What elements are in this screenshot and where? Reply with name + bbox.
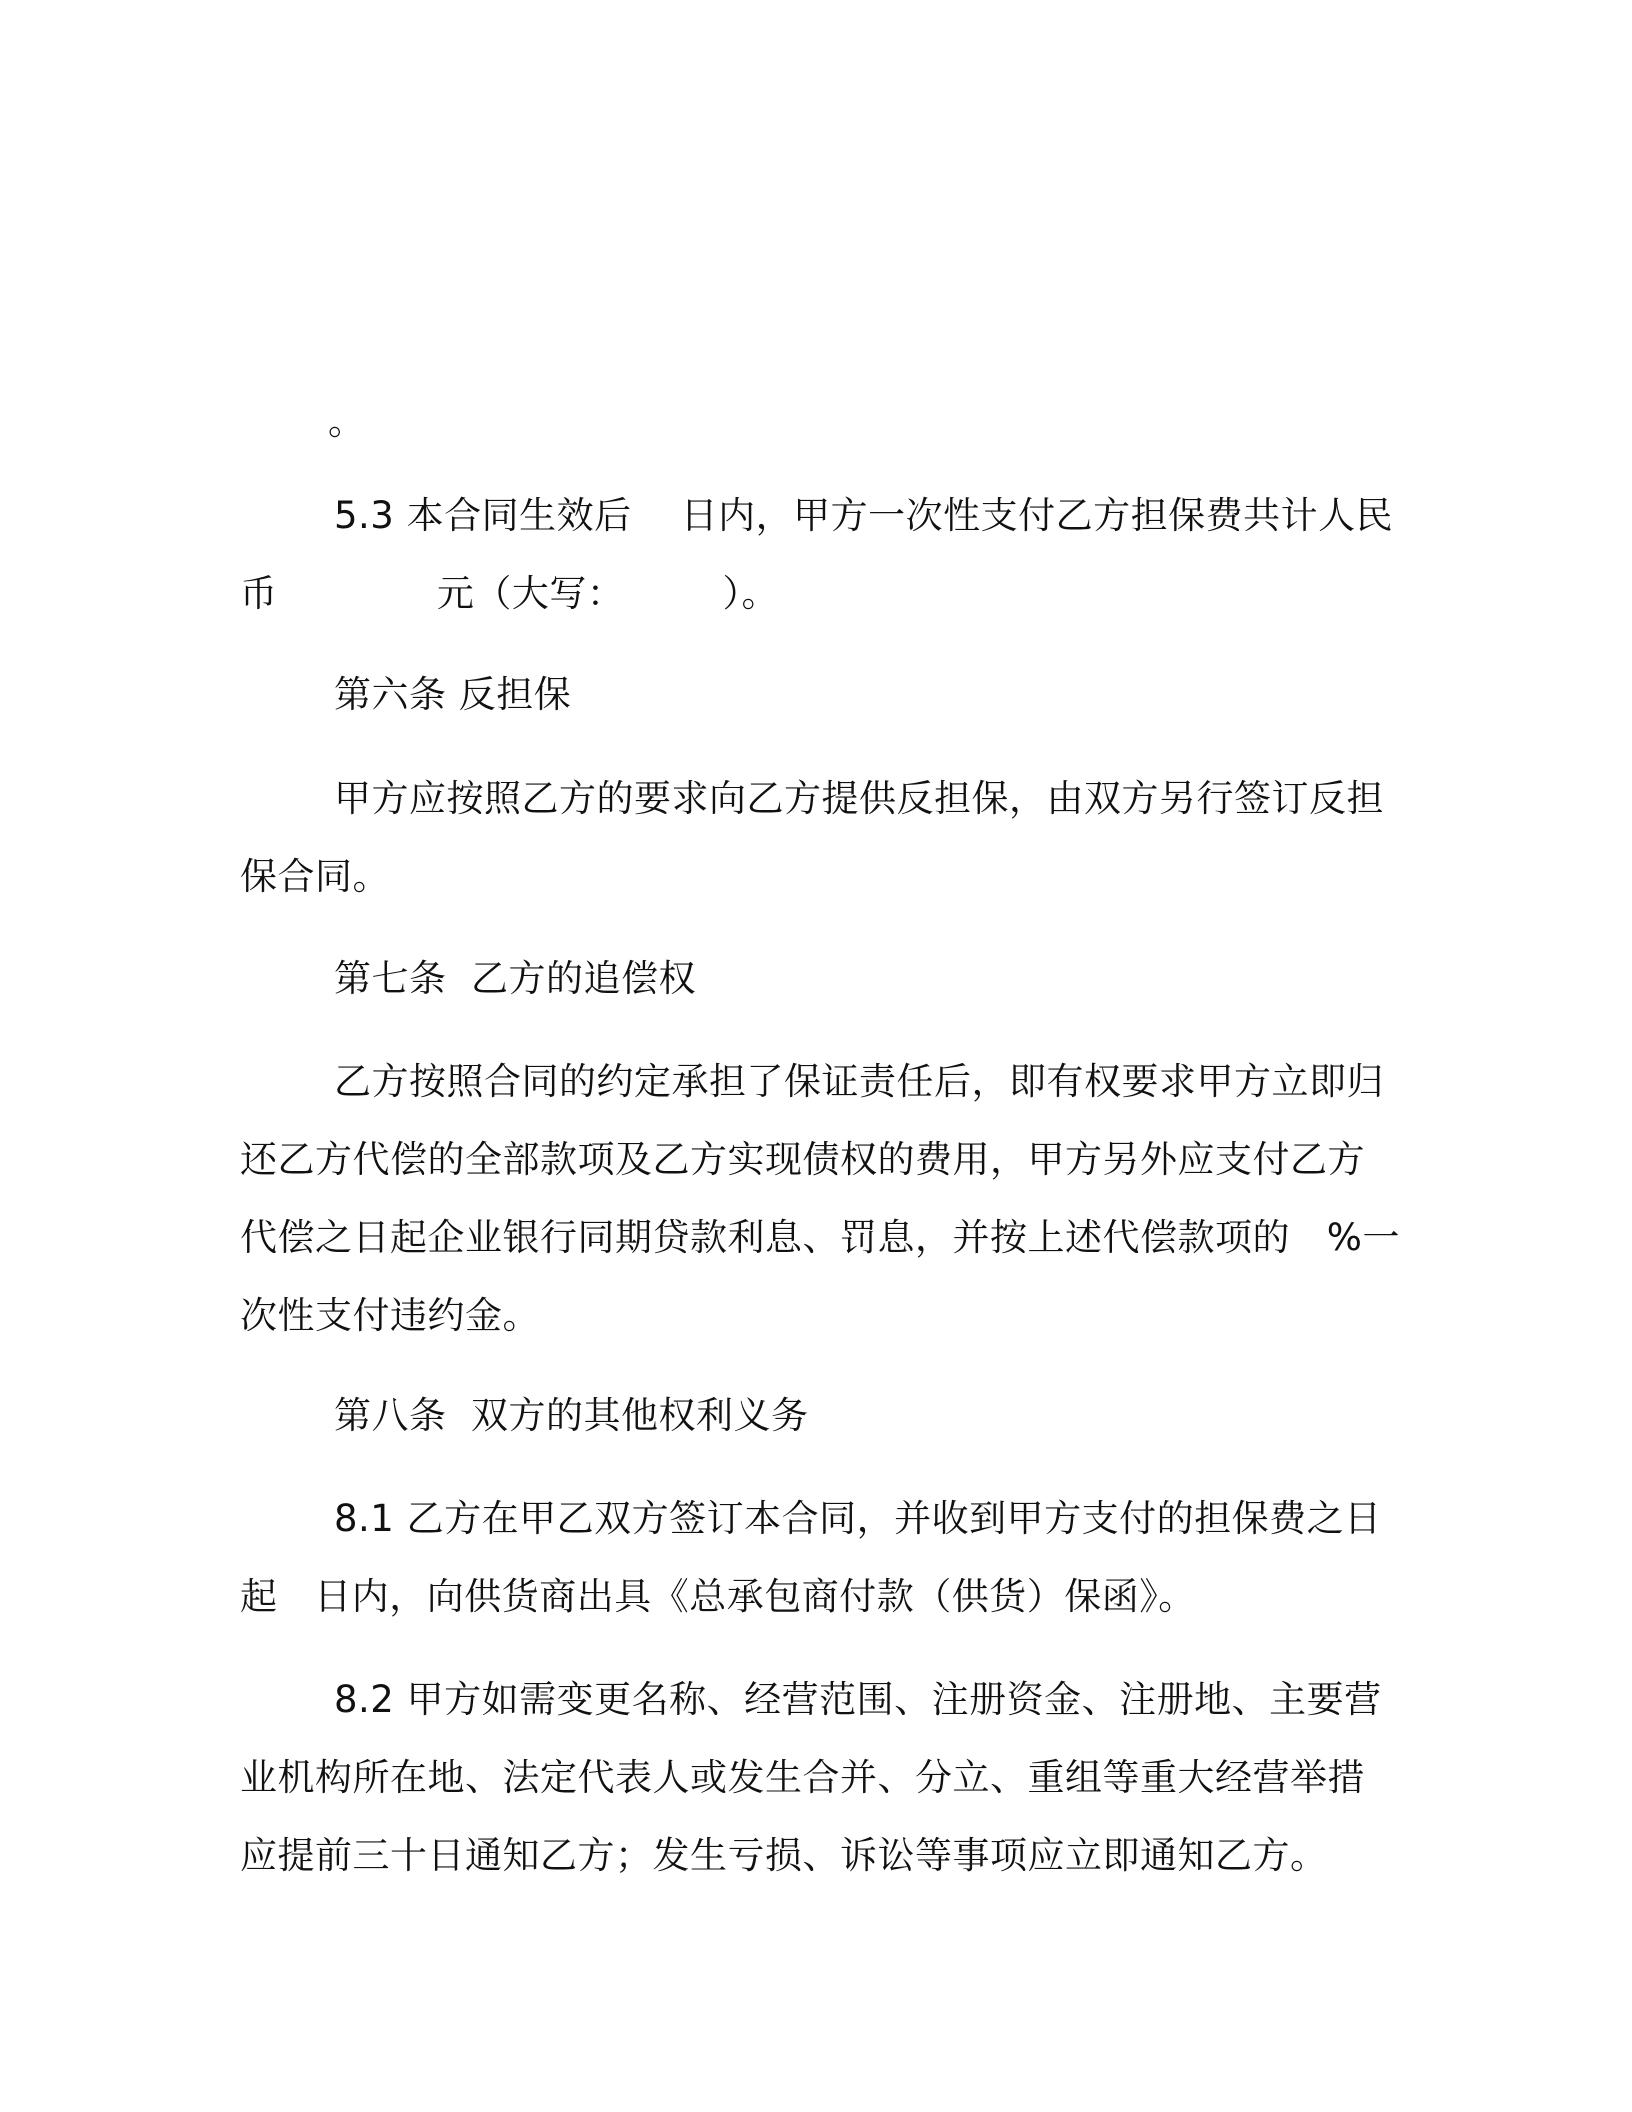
text-line-article-7-c: 代偿之日起企业银行同期贷款利息、罚息，并按上述代偿款项的 %一 [240,1216,1400,1259]
text-line-clause-5-3: 5.3 本合同生效后 日内，甲方一次性支付乙方担保费共计人民 [334,494,1394,537]
text-line-clause-5-3-cont: 币 元（大写： ）。 [240,572,779,615]
text-line-clause-8-2-a: 8.2 甲方如需变更名称、经营范围、注册资金、注册地、主要营 [334,1678,1382,1721]
heading-article-7: 第七条 乙方的追偿权 [334,957,697,1000]
text-line-article-7-b: 还乙方代偿的全部款项及乙方实现债权的费用，甲方另外应支付乙方 [240,1138,1365,1181]
text-line-clause-8-1-a: 8.1 乙方在甲乙双方签订本合同，并收到甲方支付的担保费之日 [334,1497,1382,1540]
text-line-clause-8-2-c: 应提前三十日通知乙方；发生亏损、诉讼等事项应立即通知乙方。 [240,1834,1328,1877]
text-line-article-7-d: 次性支付违约金。 [240,1294,540,1337]
text-line-clause-8-2-b: 业机构所在地、法定代表人或发生合并、分立、重组等重大经营举措 [240,1756,1365,1799]
text-line-article-6-b: 保合同。 [240,855,390,898]
text-line-article-7-a: 乙方按照合同的约定承担了保证责任后，即有权要求甲方立即归 [334,1060,1384,1103]
text-line-period: 。 [328,400,366,443]
text-line-article-6-a: 甲方应按照乙方的要求向乙方提供反担保，由双方另行签订反担 [334,777,1384,820]
heading-article-6: 第六条 反担保 [334,673,572,716]
heading-article-8: 第八条 双方的其他权利义务 [334,1394,809,1437]
text-line-clause-8-1-b: 起 日内，向供货商出具《总承包商付款（供货）保函》。 [240,1575,1196,1618]
